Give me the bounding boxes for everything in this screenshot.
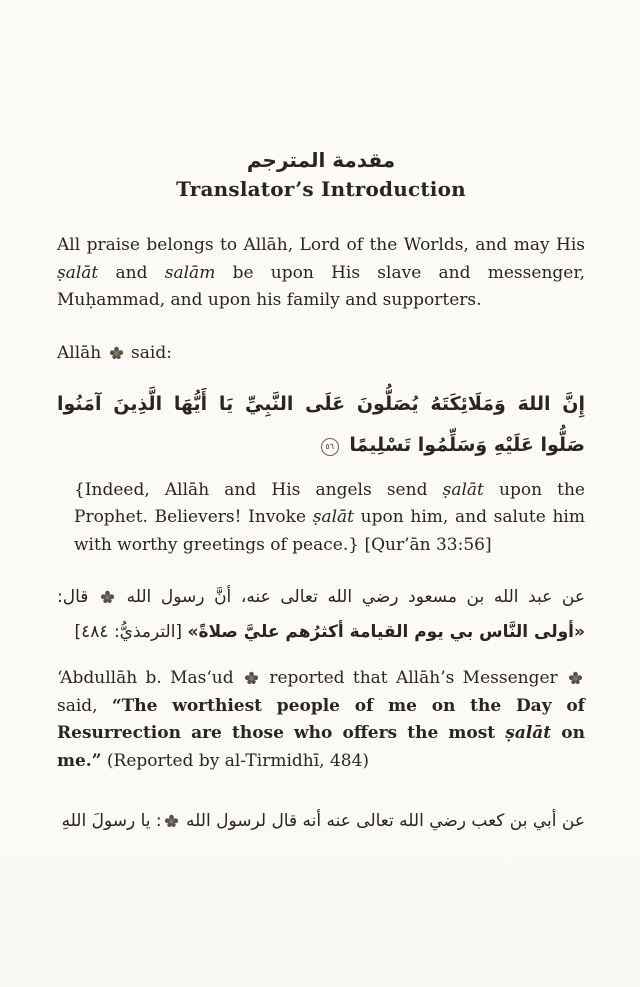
text-segment: said: bbox=[125, 342, 172, 363]
text-segment: «أولى النَّاس بي يوم القيامة أكثرُهم عليَّ صلاةً» bbox=[187, 622, 585, 643]
text-segment: عن أبي بن كعب رضي الله تعالى عنه أنه قال لرسول الله bbox=[180, 811, 585, 832]
text-segment: قال: bbox=[57, 587, 98, 608]
text-segment: salām bbox=[164, 262, 216, 283]
text-segment: All praise belongs to Allāh, Lord of the Worlds, and may His bbox=[57, 235, 585, 255]
text-segment: and bbox=[98, 262, 165, 283]
allah-said-line bbox=[57, 340, 585, 368]
text-segment: [الترمذيُّ: ٤٨٤] bbox=[74, 622, 188, 643]
hadith-english-ibn-masud bbox=[57, 665, 585, 775]
text-segment: ṣalāt bbox=[505, 723, 552, 744]
text-segment: be upon His slave and messenger, Muḥammad, and upon his family and supporters. bbox=[57, 262, 585, 311]
quran-verse-arabic bbox=[57, 384, 585, 466]
honorific-sallallahu-alayhi-wasallam-icon bbox=[568, 671, 583, 685]
text-segment: reported that Allāh’s Messenger bbox=[260, 668, 566, 689]
honorific-sallallahu-alayhi-wasallam-icon bbox=[164, 814, 179, 828]
honorific-sallallahu-alayhi-wasallam-icon bbox=[100, 590, 115, 604]
text-segment: ‘Abdullāh b. Mas‘ud bbox=[57, 668, 242, 689]
intro-paragraph bbox=[57, 232, 585, 315]
hadith-arabic-ibn-masud bbox=[57, 580, 585, 650]
ayah-end-marker: ٥٦ bbox=[321, 438, 339, 456]
chapter-title-arabic: مقدمة المترجم bbox=[246, 148, 396, 172]
text-segment: ṣalāt bbox=[57, 262, 99, 283]
text-segment: : يا رسولَ اللهِ bbox=[61, 811, 162, 832]
chapter-title-english: Translator’s Introduction bbox=[176, 177, 466, 201]
text-segment: “The worthiest people of me on the Day of Resurrection are those who offers the most bbox=[57, 695, 585, 744]
text-segment: Allāh bbox=[57, 342, 107, 363]
text-segment: ṣalāt bbox=[442, 479, 484, 500]
text-segment: عن عبد الله بن مسعود رضي الله تعالى عنه، أنَّ رسول الله bbox=[117, 587, 585, 608]
text-segment: ṣalāt bbox=[312, 507, 354, 528]
quran-verse-text: إِنَّ اللهَ وَمَلَائِكَتَهُ يُصَلُّونَ عَلَى النَّبِيِّ يَا أَيُّهَا الَّذِينَ آمَنُوا صَلُّوا عَلَيْهِ وَسَلِّمُوا تَسْلِيمًا bbox=[57, 393, 585, 456]
text-segment: on me.” bbox=[57, 723, 585, 771]
text-segment: upon the Prophet. Believers! Invoke bbox=[74, 479, 585, 528]
text-segment: {Indeed, Allāh and His angels send bbox=[74, 479, 443, 500]
hadith-arabic-ubayy bbox=[57, 804, 585, 839]
text-segment: upon him, and salute him with worthy greetings of peace.} [Qur’ān 33:56] bbox=[74, 507, 585, 555]
text-segment: said, bbox=[57, 695, 112, 716]
quran-translation-blockquote bbox=[74, 477, 585, 560]
honorific-radiallahu-anhu-icon bbox=[244, 671, 259, 685]
honorific-azza-wa-jall-icon bbox=[109, 346, 124, 360]
text-segment: (Reported by al-Tirmidhī, 484) bbox=[101, 750, 370, 771]
